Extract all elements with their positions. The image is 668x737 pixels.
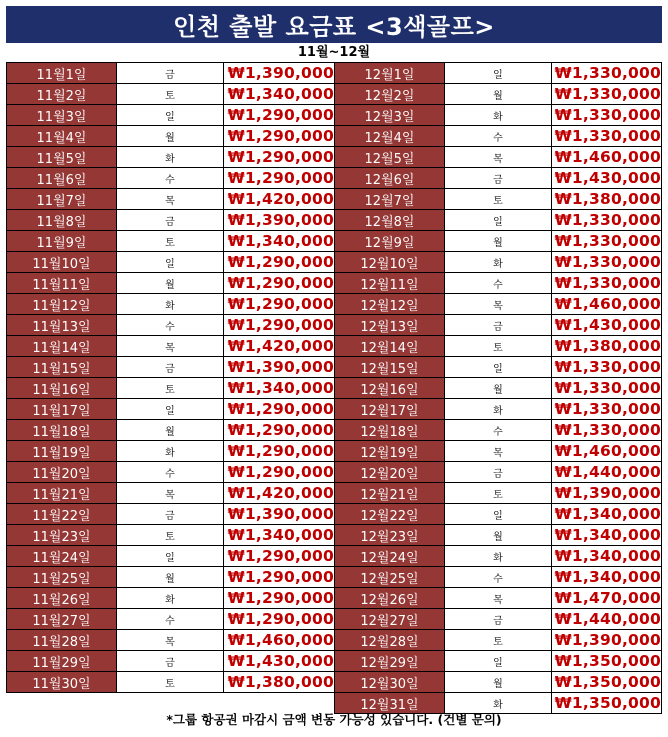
price-cell: ₩1,340,000 <box>552 525 662 546</box>
day-cell: 수 <box>117 462 224 483</box>
november-price-table <box>6 62 335 693</box>
date-cell: 12월30일 <box>335 672 445 693</box>
day-cell: 토 <box>117 378 224 399</box>
table-row <box>335 105 662 126</box>
date-cell: 11월25일 <box>7 567 117 588</box>
price-cell: ₩1,460,000 <box>224 630 335 651</box>
price-cell: ₩1,290,000 <box>224 399 335 420</box>
price-cell: ₩1,290,000 <box>224 147 335 168</box>
date-cell: 11월27일 <box>7 609 117 630</box>
page-title: 인천 출발 요금표 <3색골프> <box>6 6 662 43</box>
day-cell: 월 <box>445 672 552 693</box>
date-cell: 11월24일 <box>7 546 117 567</box>
date-cell: 12월27일 <box>335 609 445 630</box>
day-cell: 화 <box>445 546 552 567</box>
table-row <box>335 672 662 693</box>
table-row <box>7 378 335 399</box>
table-row <box>335 315 662 336</box>
price-cell: ₩1,290,000 <box>224 546 335 567</box>
date-cell: 11월11일 <box>7 273 117 294</box>
day-cell: 화 <box>445 252 552 273</box>
price-cell: ₩1,390,000 <box>224 357 335 378</box>
day-cell: 토 <box>445 630 552 651</box>
day-cell: 금 <box>445 609 552 630</box>
date-cell: 12월25일 <box>335 567 445 588</box>
price-cell: ₩1,290,000 <box>224 105 335 126</box>
day-cell: 일 <box>445 63 552 84</box>
date-cell: 11월4일 <box>7 126 117 147</box>
table-row <box>7 651 335 672</box>
date-cell: 11월15일 <box>7 357 117 378</box>
date-cell: 11월12일 <box>7 294 117 315</box>
price-cell: ₩1,290,000 <box>224 168 335 189</box>
price-cell: ₩1,330,000 <box>552 252 662 273</box>
date-cell: 11월7일 <box>7 189 117 210</box>
day-cell: 일 <box>117 399 224 420</box>
price-cell: ₩1,390,000 <box>224 63 335 84</box>
date-cell: 12월19일 <box>335 441 445 462</box>
price-cell: ₩1,460,000 <box>552 147 662 168</box>
price-cell: ₩1,440,000 <box>552 609 662 630</box>
price-cell: ₩1,290,000 <box>224 273 335 294</box>
day-cell: 토 <box>445 189 552 210</box>
date-cell: 12월5일 <box>335 147 445 168</box>
table-row <box>335 294 662 315</box>
date-cell: 12월26일 <box>335 588 445 609</box>
day-cell: 목 <box>445 441 552 462</box>
day-cell: 금 <box>445 315 552 336</box>
table-row <box>335 189 662 210</box>
price-cell: ₩1,420,000 <box>224 336 335 357</box>
table-row <box>335 210 662 231</box>
day-cell: 토 <box>117 84 224 105</box>
price-cell: ₩1,350,000 <box>552 651 662 672</box>
table-row <box>335 126 662 147</box>
price-cell: ₩1,330,000 <box>552 63 662 84</box>
table-row <box>7 609 335 630</box>
price-cell: ₩1,460,000 <box>552 441 662 462</box>
price-cell: ₩1,340,000 <box>224 525 335 546</box>
table-row <box>7 63 335 84</box>
date-cell: 11월28일 <box>7 630 117 651</box>
table-row <box>7 315 335 336</box>
day-cell: 일 <box>117 252 224 273</box>
date-cell: 11월30일 <box>7 672 117 693</box>
price-cell: ₩1,330,000 <box>552 231 662 252</box>
table-row <box>335 504 662 525</box>
price-cell: ₩1,380,000 <box>552 336 662 357</box>
table-row <box>335 483 662 504</box>
table-row <box>335 378 662 399</box>
day-cell: 금 <box>445 168 552 189</box>
date-cell: 11월2일 <box>7 84 117 105</box>
table-row <box>335 525 662 546</box>
price-cell: ₩1,430,000 <box>552 168 662 189</box>
price-cell: ₩1,340,000 <box>552 504 662 525</box>
table-row <box>7 294 335 315</box>
date-cell: 11월3일 <box>7 105 117 126</box>
day-cell: 목 <box>117 483 224 504</box>
price-cell: ₩1,330,000 <box>552 420 662 441</box>
day-cell: 금 <box>117 63 224 84</box>
day-cell: 일 <box>117 105 224 126</box>
table-row <box>335 84 662 105</box>
price-cell: ₩1,290,000 <box>224 441 335 462</box>
price-cell: ₩1,440,000 <box>552 462 662 483</box>
day-cell: 수 <box>117 609 224 630</box>
date-cell: 11월9일 <box>7 231 117 252</box>
price-cell: ₩1,420,000 <box>224 189 335 210</box>
date-cell: 12월13일 <box>335 315 445 336</box>
table-row <box>7 126 335 147</box>
date-cell: 12월18일 <box>335 420 445 441</box>
table-row <box>7 462 335 483</box>
price-cell: ₩1,330,000 <box>552 84 662 105</box>
date-cell: 12월31일 <box>335 693 445 714</box>
date-cell: 12월23일 <box>335 525 445 546</box>
price-cell: ₩1,420,000 <box>224 483 335 504</box>
day-cell: 월 <box>117 273 224 294</box>
date-cell: 12월22일 <box>335 504 445 525</box>
day-cell: 금 <box>117 210 224 231</box>
price-cell: ₩1,290,000 <box>224 609 335 630</box>
date-cell: 12월9일 <box>335 231 445 252</box>
table-row <box>7 672 335 693</box>
date-cell: 11월22일 <box>7 504 117 525</box>
date-cell: 11월10일 <box>7 252 117 273</box>
table-row <box>335 441 662 462</box>
day-cell: 목 <box>445 294 552 315</box>
table-row <box>335 168 662 189</box>
price-cell: ₩1,330,000 <box>552 210 662 231</box>
date-cell: 11월13일 <box>7 315 117 336</box>
price-cell: ₩1,340,000 <box>224 231 335 252</box>
table-row <box>7 210 335 231</box>
table-row <box>7 336 335 357</box>
date-cell: 12월3일 <box>335 105 445 126</box>
table-row <box>335 252 662 273</box>
price-cell: ₩1,290,000 <box>224 126 335 147</box>
table-row <box>7 399 335 420</box>
day-cell: 월 <box>445 378 552 399</box>
day-cell: 토 <box>445 336 552 357</box>
day-cell: 수 <box>445 420 552 441</box>
table-row <box>335 357 662 378</box>
date-cell: 12월8일 <box>335 210 445 231</box>
price-cell: ₩1,290,000 <box>224 294 335 315</box>
date-cell: 12월29일 <box>335 651 445 672</box>
table-row <box>7 420 335 441</box>
day-cell: 월 <box>445 525 552 546</box>
price-cell: ₩1,330,000 <box>552 126 662 147</box>
price-cell: ₩1,340,000 <box>224 378 335 399</box>
date-cell: 12월12일 <box>335 294 445 315</box>
day-cell: 수 <box>445 567 552 588</box>
table-row <box>335 147 662 168</box>
date-cell: 11월1일 <box>7 63 117 84</box>
price-cell: ₩1,460,000 <box>552 294 662 315</box>
date-cell: 12월15일 <box>335 357 445 378</box>
day-cell: 수 <box>445 126 552 147</box>
price-cell: ₩1,390,000 <box>224 210 335 231</box>
day-cell: 금 <box>117 504 224 525</box>
table-row <box>7 252 335 273</box>
date-cell: 12월20일 <box>335 462 445 483</box>
table-row <box>335 399 662 420</box>
table-row <box>7 168 335 189</box>
table-row <box>7 84 335 105</box>
price-cell: ₩1,470,000 <box>552 588 662 609</box>
date-cell: 12월1일 <box>335 63 445 84</box>
table-row <box>7 546 335 567</box>
price-cell: ₩1,290,000 <box>224 567 335 588</box>
day-cell: 화 <box>445 105 552 126</box>
table-row <box>335 588 662 609</box>
date-cell: 11월16일 <box>7 378 117 399</box>
price-cell: ₩1,380,000 <box>224 672 335 693</box>
day-cell: 화 <box>117 294 224 315</box>
date-cell: 11월20일 <box>7 462 117 483</box>
day-cell: 화 <box>445 693 552 714</box>
day-cell: 일 <box>445 651 552 672</box>
date-cell: 11월5일 <box>7 147 117 168</box>
table-row <box>7 147 335 168</box>
date-cell: 12월28일 <box>335 630 445 651</box>
price-cell: ₩1,390,000 <box>552 630 662 651</box>
price-cell: ₩1,380,000 <box>552 189 662 210</box>
date-cell: 12월24일 <box>335 546 445 567</box>
price-cell: ₩1,340,000 <box>552 567 662 588</box>
table-row <box>7 231 335 252</box>
day-cell: 일 <box>445 210 552 231</box>
price-cell: ₩1,330,000 <box>552 357 662 378</box>
date-cell: 12월2일 <box>335 84 445 105</box>
day-cell: 목 <box>445 147 552 168</box>
day-cell: 목 <box>117 336 224 357</box>
price-cell: ₩1,390,000 <box>224 504 335 525</box>
date-cell: 11월23일 <box>7 525 117 546</box>
table-row <box>335 231 662 252</box>
date-cell: 12월16일 <box>335 378 445 399</box>
day-cell: 화 <box>117 147 224 168</box>
day-cell: 화 <box>445 399 552 420</box>
day-cell: 일 <box>445 357 552 378</box>
table-row <box>7 273 335 294</box>
date-cell: 11월19일 <box>7 441 117 462</box>
date-cell: 12월17일 <box>335 399 445 420</box>
price-cell: ₩1,340,000 <box>552 546 662 567</box>
day-cell: 월 <box>445 84 552 105</box>
table-row <box>7 105 335 126</box>
day-cell: 금 <box>117 651 224 672</box>
table-row <box>335 63 662 84</box>
day-cell: 토 <box>117 231 224 252</box>
date-cell: 12월10일 <box>335 252 445 273</box>
date-cell: 11월6일 <box>7 168 117 189</box>
table-row <box>7 504 335 525</box>
table-row <box>335 609 662 630</box>
table-row <box>7 483 335 504</box>
price-cell: ₩1,350,000 <box>552 672 662 693</box>
table-row <box>335 336 662 357</box>
day-cell: 월 <box>117 126 224 147</box>
table-row <box>335 567 662 588</box>
day-cell: 화 <box>117 441 224 462</box>
price-cell: ₩1,340,000 <box>224 84 335 105</box>
price-cell: ₩1,330,000 <box>552 273 662 294</box>
day-cell: 수 <box>117 315 224 336</box>
date-cell: 12월11일 <box>335 273 445 294</box>
day-cell: 토 <box>445 483 552 504</box>
price-cell: ₩1,290,000 <box>224 462 335 483</box>
day-cell: 수 <box>445 273 552 294</box>
price-cell: ₩1,290,000 <box>224 315 335 336</box>
price-cell: ₩1,430,000 <box>224 651 335 672</box>
table-row <box>7 525 335 546</box>
day-cell: 월 <box>117 567 224 588</box>
date-cell: 11월21일 <box>7 483 117 504</box>
date-cell: 11월8일 <box>7 210 117 231</box>
date-cell: 11월29일 <box>7 651 117 672</box>
table-row <box>335 420 662 441</box>
date-cell: 11월26일 <box>7 588 117 609</box>
date-cell: 11월18일 <box>7 420 117 441</box>
table-row <box>335 630 662 651</box>
price-cell: ₩1,330,000 <box>552 105 662 126</box>
table-row <box>7 441 335 462</box>
date-cell: 12월14일 <box>335 336 445 357</box>
price-cell: ₩1,350,000 <box>552 693 662 714</box>
table-row <box>7 588 335 609</box>
table-row <box>7 357 335 378</box>
price-cell: ₩1,290,000 <box>224 588 335 609</box>
date-cell: 11월14일 <box>7 336 117 357</box>
price-cell: ₩1,290,000 <box>224 252 335 273</box>
day-cell: 월 <box>445 231 552 252</box>
table-row <box>335 546 662 567</box>
day-cell: 수 <box>117 168 224 189</box>
date-cell: 12월21일 <box>335 483 445 504</box>
day-cell: 목 <box>117 189 224 210</box>
table-row <box>7 630 335 651</box>
price-cell: ₩1,430,000 <box>552 315 662 336</box>
table-row <box>7 189 335 210</box>
day-cell: 금 <box>445 462 552 483</box>
day-cell: 일 <box>117 546 224 567</box>
day-cell: 토 <box>117 672 224 693</box>
december-price-table <box>334 62 662 714</box>
date-cell: 12월4일 <box>335 126 445 147</box>
day-cell: 목 <box>117 630 224 651</box>
day-cell: 금 <box>117 357 224 378</box>
table-row <box>335 651 662 672</box>
date-cell: 12월7일 <box>335 189 445 210</box>
table-row <box>7 567 335 588</box>
day-cell: 월 <box>117 420 224 441</box>
date-cell: 12월6일 <box>335 168 445 189</box>
price-cell: ₩1,330,000 <box>552 378 662 399</box>
day-cell: 목 <box>445 588 552 609</box>
footnote: *그룹 항공권 마감시 금액 변동 가능성 있습니다. (건별 문의) <box>166 712 502 727</box>
price-cell: ₩1,390,000 <box>552 483 662 504</box>
period-subtitle: 11월~12월 <box>297 45 371 60</box>
price-cell: ₩1,290,000 <box>224 420 335 441</box>
table-row <box>335 273 662 294</box>
date-cell: 11월17일 <box>7 399 117 420</box>
day-cell: 토 <box>117 525 224 546</box>
day-cell: 일 <box>445 504 552 525</box>
price-cell: ₩1,330,000 <box>552 399 662 420</box>
day-cell: 화 <box>117 588 224 609</box>
table-row <box>335 462 662 483</box>
